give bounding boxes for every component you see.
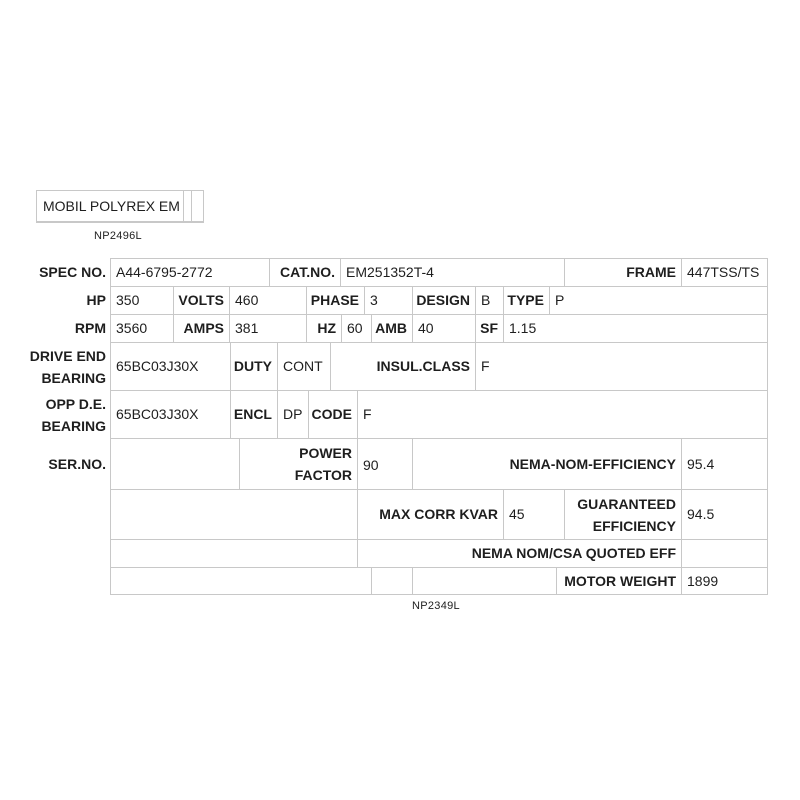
spec-no-label: SPEC NO. (39, 264, 106, 280)
guaranteed-efficiency-label-line1: GUARANTEED (577, 495, 676, 512)
opp-de-bearing-label-line1: OPP D.E. (45, 395, 106, 412)
opp-de-bearing-value: 65BC03J30X (110, 390, 231, 439)
frame-value: 447TSS/TS (681, 258, 768, 287)
code-value: F (357, 390, 768, 439)
hp-value: 350 (110, 286, 174, 315)
drive-end-bearing-label-line2: BEARING (41, 369, 106, 386)
sf-label: SF (475, 314, 504, 343)
hp-label: HP (86, 292, 106, 308)
rpm-value: 3560 (110, 314, 174, 343)
blank-cell (110, 489, 358, 540)
nema-csa-quoted-eff-value (681, 539, 768, 568)
insul-class-value: F (475, 342, 768, 391)
nameplate-part-number: NP2349L (412, 600, 460, 612)
duty-label: DUTY (230, 342, 278, 391)
drive-end-bearing-label-line1: DRIVE END (29, 347, 106, 364)
power-factor-label (239, 438, 358, 490)
motor-weight-label: MOTOR WEIGHT (556, 567, 682, 595)
opp-de-bearing-label (24, 390, 111, 439)
guaranteed-efficiency-label-line2: EFFICIENCY (592, 517, 676, 534)
duty-value: CONT (277, 342, 331, 391)
blank-cell (110, 539, 358, 568)
volts-value: 460 (229, 286, 307, 315)
max-corr-kvar-label: MAX CORR KVAR (357, 489, 504, 540)
rpm-label: RPM (74, 320, 106, 336)
cat-no-value: EM251352T-4 (340, 258, 565, 287)
nema-nom-efficiency-label: NEMA-NOM-EFFICIENCY (412, 438, 682, 490)
code-label: CODE (308, 390, 358, 439)
amps-label: AMPS (173, 314, 230, 343)
volts-label: VOLTS (173, 286, 230, 315)
type-label: TYPE (503, 286, 550, 315)
phase-value: 3 (364, 286, 413, 315)
blank-cell (371, 567, 413, 595)
drive-end-bearing-value: 65BC03J30X (110, 342, 231, 391)
amb-value: 40 (412, 314, 476, 343)
opp-de-bearing-label-line2: BEARING (41, 417, 106, 434)
motor-weight-value: 1899 (681, 567, 768, 595)
encl-value: DP (277, 390, 309, 439)
power-factor-label-line1: POWER (299, 445, 352, 461)
power-factor-value: 90 (357, 438, 413, 490)
nema-csa-quoted-eff-label: NEMA NOM/CSA QUOTED EFF (357, 539, 682, 568)
design-label: DESIGN (412, 286, 476, 315)
type-value: P (549, 286, 768, 315)
max-corr-kvar-value: 45 (503, 489, 565, 540)
drive-end-bearing-label (24, 342, 111, 391)
insul-class-label: INSUL.CLASS (330, 342, 476, 391)
frame-label: FRAME (564, 258, 682, 287)
encl-label: ENCL (230, 390, 278, 439)
ser-no-value (110, 438, 240, 490)
nema-nom-efficiency-value: 95.4 (681, 438, 768, 490)
blank-cell (412, 567, 557, 595)
phase-label: PHASE (306, 286, 365, 315)
spec-no-value: A44-6795-2772 (110, 258, 270, 287)
cat-no-label: CAT.NO. (269, 258, 341, 287)
blank-cell (110, 567, 372, 595)
ser-no-label: SER.NO. (48, 455, 106, 472)
design-value: B (475, 286, 504, 315)
guaranteed-efficiency-value: 94.5 (681, 489, 768, 540)
lubricant-label: MOBIL POLYREX EM (36, 190, 184, 222)
amps-value: 381 (229, 314, 307, 343)
lubricant-part-number: NP2496L (94, 230, 142, 242)
hz-label: HZ (306, 314, 342, 343)
sf-value: 1.15 (503, 314, 768, 343)
hz-value: 60 (341, 314, 372, 343)
amb-label: AMB (371, 314, 413, 343)
power-factor-label-line2: FACTOR (294, 467, 352, 483)
guaranteed-efficiency-label (564, 489, 682, 540)
